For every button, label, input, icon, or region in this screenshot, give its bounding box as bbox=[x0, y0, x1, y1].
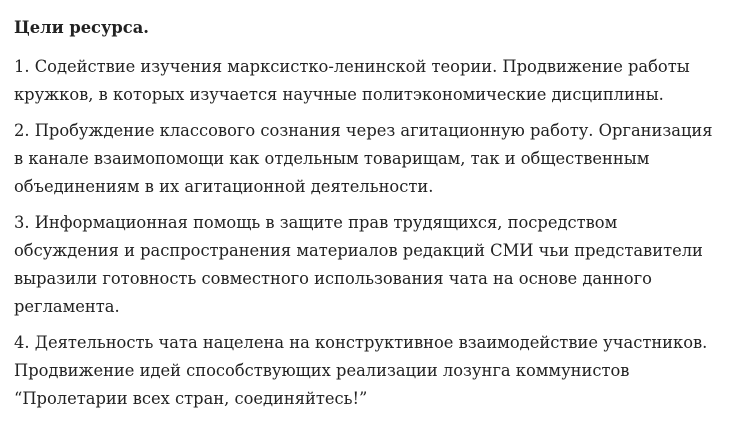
paragraph-line: Продвижение идей способствующих реализации лозунга коммунистов bbox=[14, 361, 630, 380]
paragraph-line: 4. Деятельность чата нацелена на конструктивное взаимодействие участников. bbox=[14, 333, 708, 352]
paragraph-line: 3. Информационная помощь в защите прав трудящихся, посредством bbox=[14, 213, 618, 232]
paragraph-line: 2. Пробуждение классового сознания через агитационную работу. Организация bbox=[14, 121, 713, 140]
goal-paragraph-1 bbox=[14, 53, 719, 109]
paragraph-line: объединениям в их агитационной деятельности. bbox=[14, 177, 434, 196]
paragraph-line: выразили готовность совместного использования чата на основе данного bbox=[14, 269, 652, 288]
paragraph-line: 1. Содействие изучения марксистко-ленинской теории. Продвижение работы bbox=[14, 57, 690, 76]
page-title: Цели ресурса. bbox=[14, 18, 149, 37]
paragraph-line: обсуждения и распространения материалов редакций СМИ чьи представители bbox=[14, 241, 703, 260]
paragraph-line: регламента. bbox=[14, 297, 120, 316]
document bbox=[14, 14, 719, 421]
paragraph-line: в канале взаимопомощи как отдельным товарищам, так и общественным bbox=[14, 149, 650, 168]
goal-paragraph-2 bbox=[14, 117, 719, 201]
paragraph-line: кружков, в которых изучается научные политэкономические дисциплины. bbox=[14, 85, 664, 104]
paragraph-line: “Пролетарии всех стран, соединяйтесь!” bbox=[14, 389, 368, 408]
goal-paragraph-3 bbox=[14, 209, 719, 321]
goal-paragraph-4 bbox=[14, 329, 719, 413]
